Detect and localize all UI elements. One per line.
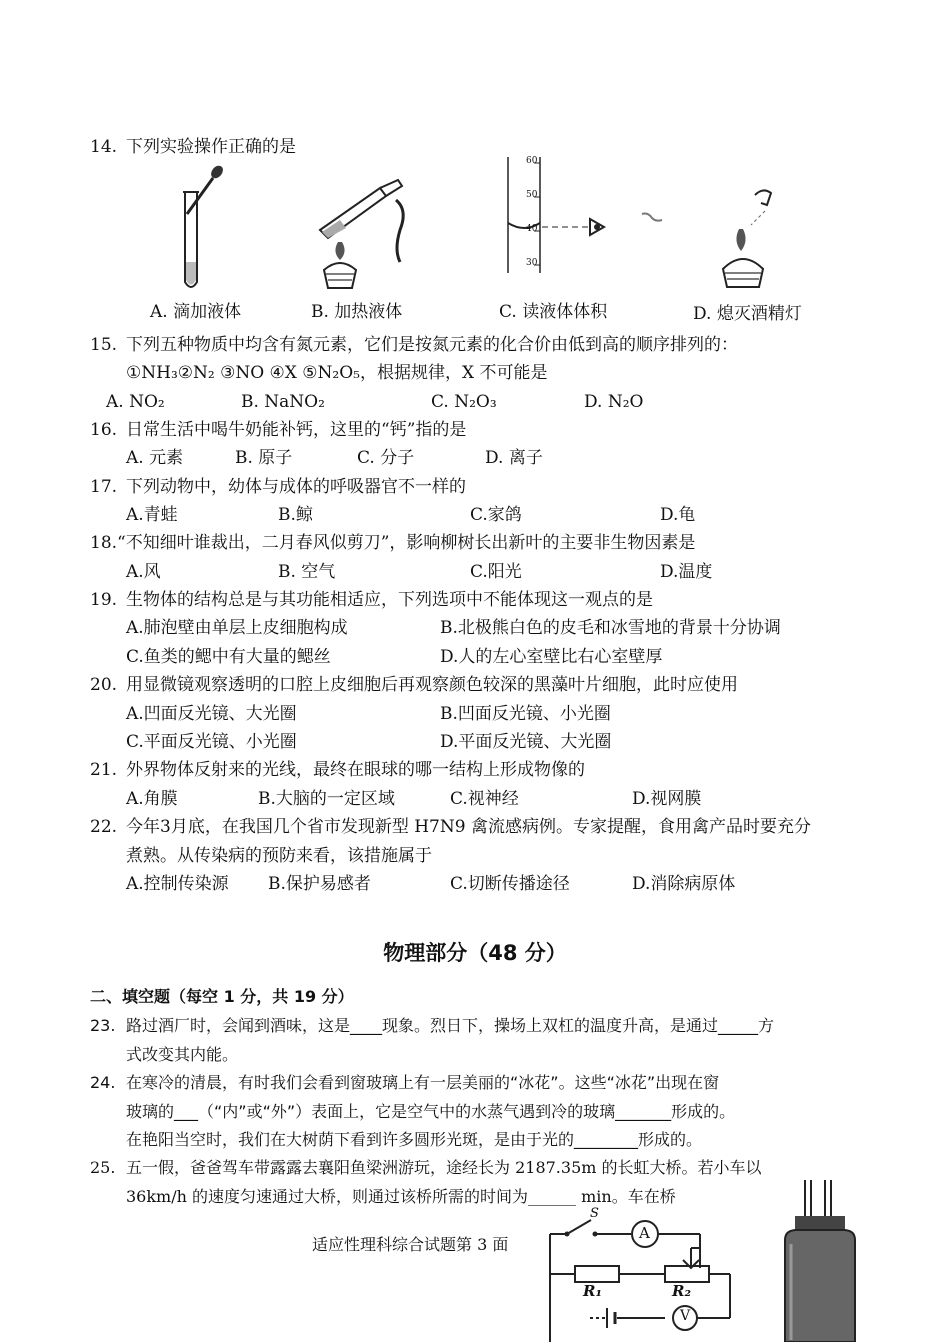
squiggle-mark-icon	[640, 210, 664, 224]
question-text: 外界物体反射来的光线，最终在眼球的哪一结构上形成物像的	[126, 760, 585, 780]
question-number: 16.	[90, 420, 118, 440]
section-title: 物理部分（48 分）	[383, 941, 567, 965]
option-c: C. N₂O₃	[431, 392, 497, 412]
q17-stem	[90, 476, 466, 498]
option-c: C.家鸽	[470, 505, 522, 525]
option-a: A.肺泡壁由单层上皮细胞构成	[126, 618, 348, 638]
option-b: B.凹面反光镜、小光圈	[440, 704, 611, 724]
q22-stem	[90, 816, 811, 838]
option-d: D.龟	[660, 505, 696, 525]
q18-stem: 18.“不知细叶谁裁出，二月春风似剪刀”，影响柳树长出新叶的主要非生物因素是	[90, 533, 696, 553]
option-d: D.温度	[660, 562, 713, 582]
option-b: B. NaNO₂	[241, 392, 325, 412]
question-text: 在寒冷的清晨，有时我们会看到窗玻璃上有一层美丽的“冰花”。这些“冰花”出现在窗	[126, 1073, 720, 1092]
option-a: A. 元素	[126, 448, 184, 468]
voltmeter-label: V	[680, 1308, 691, 1324]
q24-line2: 玻璃的___（“内”或“外”）表面上，它是空气中的水蒸气遇到冷的玻璃_______形成的。	[126, 1102, 736, 1121]
question-number: 22.	[90, 817, 118, 837]
cylinder-scale-60: 60	[526, 156, 538, 166]
heating-tube-icon	[310, 170, 415, 292]
page-footer: 适应性理科综合试题第 3 面	[312, 1235, 509, 1254]
question-number: 25.	[90, 1158, 116, 1177]
question-text: 下列五种物质中均含有氮元素，它们是按氮元素的化合价由低到高的顺序排列的：	[126, 335, 738, 355]
option-d: D.视网膜	[632, 789, 702, 809]
image-caption-d: D. 熄灭酒精灯	[693, 304, 802, 324]
question-number: 19.	[90, 590, 118, 610]
option-a: A. NO₂	[106, 392, 165, 412]
q16-stem	[90, 419, 466, 441]
option-a: A.角膜	[126, 789, 178, 809]
option-d: D.人的左心室壁比右心室壁厚	[440, 647, 663, 667]
resistor-r2-label: R₂	[672, 1282, 692, 1300]
question-number: 14.	[90, 137, 118, 157]
q19-stem	[90, 589, 653, 611]
question-text: 生物体的结构总是与其功能相适应，下列选项中不能体现这一观点的是	[126, 590, 653, 610]
option-c: C.鱼类的鳃中有大量的鳃丝	[126, 647, 331, 667]
option-c: C. 分子	[357, 448, 415, 468]
question-text: 下列实验操作正确的是	[126, 137, 296, 157]
option-c: C.切断传播途径	[450, 874, 570, 894]
option-d: D. 离子	[485, 448, 543, 468]
section-heading: 二、填空题（每空 1 分，共 19 分）	[90, 987, 354, 1006]
option-a: A.风	[126, 562, 161, 582]
option-d: D.消除病原体	[632, 874, 736, 894]
question-text: 路过酒厂时，会闻到酒味，这是____现象。烈日下，操场上双杠的温度升高，是通过_____方	[126, 1016, 775, 1035]
question-text: 五一假，爸爸驾车带露露去襄阳鱼梁洲游玩，途经长为 2187.35m 的长虹大桥。若小车以	[126, 1158, 762, 1177]
image-caption-a: A. 滴加液体	[150, 302, 242, 322]
q21-stem	[90, 759, 585, 781]
q24-stem	[90, 1072, 719, 1094]
image-caption-b: B. 加热液体	[311, 302, 403, 322]
switch-label: S	[590, 1206, 599, 1221]
question-number: 23.	[90, 1016, 116, 1035]
jar-apparatus-icon	[775, 1180, 865, 1342]
question-text: 今年3月底，在我国几个省市发现新型 H7N9 禽流感病例。专家提醒，食用禽产品时要充分	[126, 817, 811, 837]
option-c: C.平面反光镜、小光圈	[126, 732, 297, 752]
question-number: 21.	[90, 760, 118, 780]
question-text: 下列动物中，幼体与成体的呼吸器官不一样的	[126, 477, 466, 497]
option-c: C.阳光	[470, 562, 522, 582]
option-b: B.鲸	[278, 505, 313, 525]
option-a: A.控制传染源	[126, 874, 229, 894]
option-b: B.大脑的一定区域	[258, 789, 395, 809]
option-b: B. 原子	[235, 448, 293, 468]
question-text: 用显微镜观察透明的口腔上皮细胞后再观察颜色较深的黑藻叶片细胞，此时应使用	[126, 675, 738, 695]
q15-stem	[90, 334, 738, 356]
dropper-test-tube-icon	[175, 162, 235, 294]
q23-stem	[90, 1015, 774, 1037]
q15-line2: ①NH₃②N₂ ③NO ④X ⑤N₂O₅，根据规律，X 不可能是	[126, 363, 548, 383]
option-d: D. N₂O	[584, 392, 644, 412]
question-number: 20.	[90, 675, 118, 695]
option-c: C.视神经	[450, 789, 519, 809]
image-caption-c: C. 读液体体积	[499, 302, 608, 322]
cylinder-scale-30: 30	[526, 258, 538, 268]
resistor-r1-label: R₁	[583, 1282, 603, 1300]
cylinder-scale-40: 40	[526, 224, 538, 234]
q14-stem	[90, 136, 296, 158]
q22-line2: 煮熟。从传染病的预防来看，该措施属于	[126, 846, 432, 866]
question-text: 日常生活中喝牛奶能补钙，这里的“钙”指的是	[126, 420, 467, 440]
ammeter-label: A	[639, 1224, 650, 1242]
option-d: D.平面反光镜、大光圈	[440, 732, 612, 752]
question-number: 15.	[90, 335, 118, 355]
question-number: 24.	[90, 1073, 116, 1092]
q24-line3: 在艳阳当空时，我们在大树荫下看到许多圆形光斑，是由于光的________形成的。	[126, 1130, 703, 1149]
option-a: A.凹面反光镜、大光圈	[126, 704, 297, 724]
q20-stem	[90, 674, 738, 696]
graduated-cylinder-icon	[500, 155, 620, 275]
option-a: A.青蛙	[126, 505, 178, 525]
option-b: B. 空气	[278, 562, 336, 582]
question-number: 17.	[90, 477, 118, 497]
q25-stem	[90, 1157, 762, 1179]
option-b: B.北极熊白色的皮毛和冰雪地的背景十分协调	[440, 618, 781, 638]
q23-line2: 式改变其内能。	[126, 1045, 239, 1064]
alcohol-lamp-icon	[715, 185, 810, 290]
cylinder-scale-50: 50	[526, 190, 538, 200]
q25-line2: 36km/h 的速度匀速通过大桥，则通过该桥所需的时间为______ min。车在桥	[126, 1187, 676, 1206]
option-b: B.保护易感者	[268, 874, 371, 894]
